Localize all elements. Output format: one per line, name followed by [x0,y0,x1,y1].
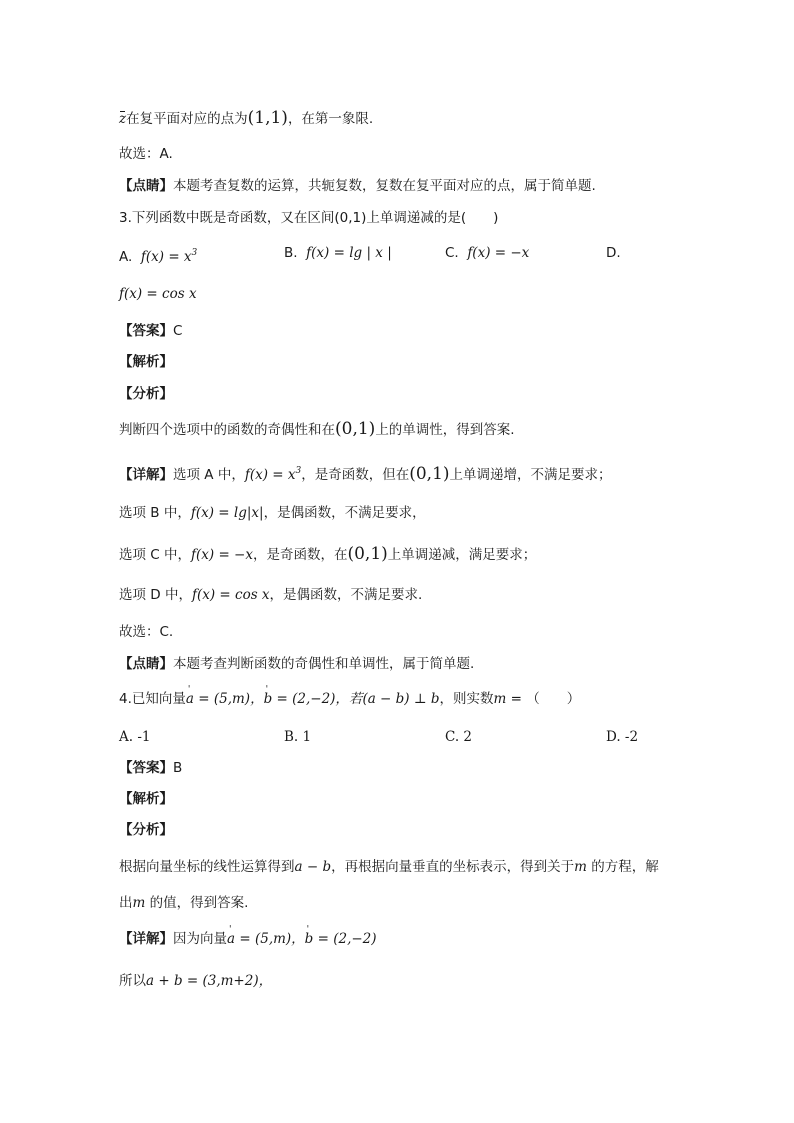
q4-option-b: B. 1 [284,729,312,745]
answer-4: 【答案】B [119,760,183,776]
detail-3-option-b: 选项 B 中，f(x) = lg|x|，是偶函数，不满足要求， [119,505,426,521]
question-3-title: 3.下列函数中既是奇函数，又在区间(0,1)上单调递减的是( ) [119,210,499,226]
q4-option-d: D. -2 [606,729,639,745]
question-4-title: 4.已知向量' a = (5,m)，' b = (2,−2)，若(a − b) ⊥ b，则实数m = （ ） [119,689,580,709]
q4-option-a: A. -1 [119,729,151,745]
detail-3-option-d: 选项 D 中，f(x) = cos x，是偶函数，不满足要求. [119,587,423,603]
analysis-3-text: 判断四个选项中的函数的奇偶性和在(0,1)上的单调性，得到答案. [119,419,515,439]
analysis-4-heading: 【解析】 [119,791,173,807]
q3-option-d: f(x) = cos x [119,286,197,302]
q3-option-c: C. f(x) = −x [445,245,530,261]
choice-line: 故选：A. [119,146,173,162]
detail-3-option-a: 【详解】选项 A 中，$f(x) = x^3$，是奇函数，但在(0,1)上单调递增，不满足要求； [119,464,612,484]
analysis-sub-heading-3: 【分析】 [119,386,173,402]
analysis-4-line-1: 根据向量坐标的线性运算得到a − b，再根据向量垂直的坐标表示，得到关于m 的方程，解 [119,859,659,875]
detail-4-line-2: 所以a + b = (3,m+2)， [119,973,273,989]
q4-option-c: C. 2 [445,729,473,745]
line-conjugate-point: z在复平面对应的点为(1,1)，在第一象限. [119,108,374,128]
detail-4-line-1: 【详解】因为向量' a = (5,m)，' b = (2,−2) [119,929,377,949]
analysis-sub-heading-4: 【分析】 [119,822,173,838]
q3-option-d-label: D. [606,245,621,261]
analysis-3-heading: 【解析】 [119,354,173,370]
q3-option-a: A. $f(x) = x^3$ [119,248,198,265]
choice-3: 故选：C. [119,624,174,640]
q3-option-b: B. f(x) = lg | x | [284,245,392,261]
analysis-4-line-2: 出m 的值，得到答案. [119,895,249,911]
detail-3-option-c: 选项 C 中，f(x) = −x，是奇函数，在(0,1)上单调递减，满足要求； [119,544,537,564]
note-line: 【点睛】本题考查复数的运算，共轭复数，复数在复平面对应的点，属于简单题. [119,178,596,194]
z-bar-symbol: z [119,111,127,127]
answer-3: 【答案】C [119,323,183,339]
note-3: 【点睛】本题考查判断函数的奇偶性和单调性，属于简单题. [119,656,475,672]
